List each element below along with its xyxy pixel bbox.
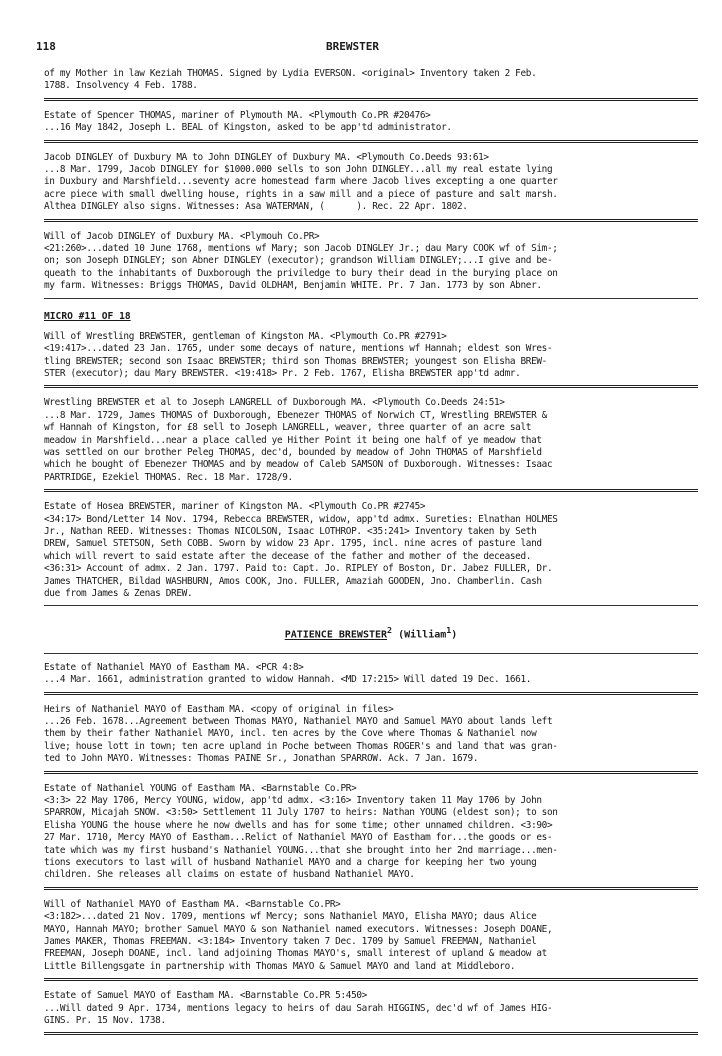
- record-entry: Heirs of Nathaniel MAYO of Eastham MA. <copy of original in files> ...26 Feb. 1678...Agreement between Thomas MAYO, Nathaniel MAYO and Samuel MAYO about lands left them by their father Nathaniel MAYO, incl. ten acres by the Cove where Thomas & Nathaniel now live; house lott in town; ten acre upland in Poche between Thomas ROGER's and land that was gran- ted to John MAYO. Witnesses: Thomas PAINE Sr., Jonathan SPARROW. Ack. 7 Jan. 1679.: [44, 703, 558, 765]
- divider: [44, 98, 698, 102]
- micro-heading: MICRO #11 OF 18: [44, 310, 131, 322]
- divider: [44, 978, 698, 982]
- divider: [44, 298, 698, 299]
- divider: [44, 653, 698, 654]
- record-entry: Estate of Samuel MAYO of Eastham MA. <Barnstable Co.PR 5:450> ...Will dated 9 Apr. 1734, mentions legacy to heirs of dau Sarah HIGGINS, dec'd wf of James HIG- GINS. Pr. 15 Nov. 1738.: [44, 990, 553, 1027]
- record-entry: Will of Wrestling BREWSTER, gentleman of Kingston MA. <Plymouth Co.PR #2791> <19:417>...dated 23 Jan. 1765, under some decays of nature, mentions wf Hannah; eldest son Wres- tling BREWSTER; second son Isaac BREWSTER; third son Thomas BREWSTER; youngest son Elisha BREW- STER (executor); dau Mary BREWSTER. <19:418> Pr. 2 Feb. 1767, Elisha BREWSTER app'td admr.: [44, 330, 553, 379]
- record-entry: Estate of Hosea BREWSTER, mariner of Kingston MA. <Plymouth Co.PR #2745> <34:17> Bond/Letter 14 Nov. 1794, Rebecca BREWSTER, widow, app'td admx. Sureties: Elnathan HOLMES Jr., Nathan REED. Witnesses: Thomas NICOLSON, Isaac LOTHROP. <35:241> Inventory taken by Seth DREW, Samuel STETSON, Seth COBB. Sworn by widow 23 Apr. 1795, incl. nine acres of pasture land which will revert to said estate after the decease of the father and mother of the deceased. <36:31> Account of admx. 2 Jan. 1797. Paid to: Capt. Jo. RIPLEY of Boston, Dr. Jabez FULLER, Dr. James THATCHER, Bildad WASHBURN, Amos COOK, Jno. FULLER, Amaziah GOODEN, Jno. Chamberlin. Cash due from James & Zenas DREW.: [44, 501, 558, 599]
- page-number: 118: [36, 40, 56, 53]
- record-entry: Will of Nathaniel MAYO of Eastham MA. <Barnstable Co.PR> <3:182>...dated 21 Nov. 1709, mentions wf Mercy; sons Nathaniel MAYO, Elisha MAYO; daus Alice MAYO, Hannah MAYO; brother Samuel MAYO & son Nathaniel named executors. Witnesses: Joseph DOANE, James MAKER, Thomas FREEMAN. <3:184> Inventory taken 7 Dec. 1709 by Samuel FREEMAN, Nathaniel FREEMAN, Joseph DOANE, incl. land adjoining Thomas MAYO's, small interest of upland & meadow at Little Billengsgate in partnership with Thomas MAYO & Samuel MAYO and land at Middleboro.: [44, 898, 553, 972]
- document-page: [36, 40, 698, 1038]
- section-parent: William: [404, 629, 447, 641]
- record-entry: Estate of Nathaniel MAYO of Eastham MA. <PCR 4:8> ...4 Mar. 1661, administration granted to widow Hannah. <MD 17:215> Will dated 19 Dec. 1661.: [44, 661, 532, 686]
- divider: [44, 489, 698, 493]
- divider: [44, 140, 698, 144]
- section-sup: 2: [387, 625, 393, 636]
- section-parent-sup: 1: [446, 625, 452, 636]
- divider: [44, 605, 698, 606]
- section-heading: PATIENCE BREWSTER$^2$ (William$^1$): [284, 625, 458, 641]
- record-entry: Jacob DINGLEY of Duxbury MA to John DINGLEY of Duxbury MA. <Plymouth Co.Deeds 93:61> ...8 Mar. 1799, Jacob DINGLEY for $1000.000 sells to son John DINGLEY...all my real estate lying in Duxbury and Marshfield...seventy acre homestead farm where Jacob lives excepting a one quarter acre piece with small dwelling house, rights in a saw mill and a piece of pasture and salt marsh. Althea DINGLEY also signs. Witnesses: Asa WATERMAN, ( ). Rec. 22 Apr. 1802.: [44, 151, 558, 213]
- section-name: PATIENCE BREWSTER: [284, 629, 388, 641]
- record-entry: of my Mother in law Keziah THOMAS. Signed by Lydia EVERSON. <original> Inventory taken 2 Feb. 1788. Insolvency 4 Feb. 1788.: [44, 68, 537, 92]
- divider: [44, 219, 698, 223]
- page-title: BREWSTER: [326, 40, 379, 53]
- record-entry: Will of Jacob DINGLEY of Duxbury MA. <Plymouh Co.PR> <21:260>...dated 10 June 1768, mentions wf Mary; son Jacob DINGLEY Jr.; dau Mary COOK wf of Sim-; on; son Joseph DINGLEY; son Abner DINGLEY (executor); grandson William DINGLEY;...I give and be- queath to the inhabitants of Duxborough the priviledge to bury their dead in the burying place on my farm. Witnesses: Briggs THOMAS, David OLDHAM, Benjamin WHITE. Pr. 7 Jan. 1773 by son Abner.: [44, 230, 558, 292]
- page-header: [36, 40, 698, 56]
- divider: [44, 1032, 698, 1036]
- record-entry: Estate of Spencer THOMAS, mariner of Plymouth MA. <Plymouth Co.PR #20476> ...16 May 1842, Joseph L. BEAL of Kingston, asked to be app'td administrator.: [44, 109, 452, 134]
- divider: [44, 385, 698, 389]
- record-entry: Wrestling BREWSTER et al to Joseph LANGRELL of Duxborough MA. <Plymouth Co.Deeds 24:51> ...8 Mar. 1729, James THOMAS of Duxborough, Ebenezer THOMAS of Norwich CT, Wrestling BREWSTER & wf Hannah of Kingston, for £8 sell to Joseph LANGRELL, weaver, three quarter of an acre salt meadow in Marshfield...near a place called ye Hither Point it being one half of ye meadow that was settled on our brother Peleg THOMAS, dec'd, bounded by meadow of John THOMAS of Marshfield which he bought of Ebenezer THOMAS and by meadow of Caleb SAMSON of Duxborough. Witnesses: Isaac PARTRIDGE, Ezekiel THOMAS. Rec. 18 Mar. 1728/9.: [44, 397, 553, 483]
- record-entry: Estate of Nathaniel YOUNG of Eastham MA. <Barnstable Co.PR> <3:3> 22 May 1706, Mercy YOUNG, widow, app'td admx. <3:16> Inventory taken 11 May 1706 by John SPARROW, Micajah SNOW. <3:50> Settlement 11 July 1707 to heirs: Nathan YOUNG (eldest son); to son Elisha YOUNG the house where he now dwells and has for some time; other unnamed children. <3:90> 27 Mar. 1710, Mercy MAYO of Eastham...Relict of Nathaniel MAYO of Eastham for...the goods or es- tate which was my first husband's Nathaniel YOUNG...that she brought into her 2nd marriage...men- tions executors to last will of husband Nathaniel MAYO and a charge for keeping her two young children. She releases all claims on estate of husband Nathaniel MAYO.: [44, 782, 558, 881]
- divider: [44, 771, 698, 775]
- divider: [44, 692, 698, 696]
- divider: [44, 887, 698, 891]
